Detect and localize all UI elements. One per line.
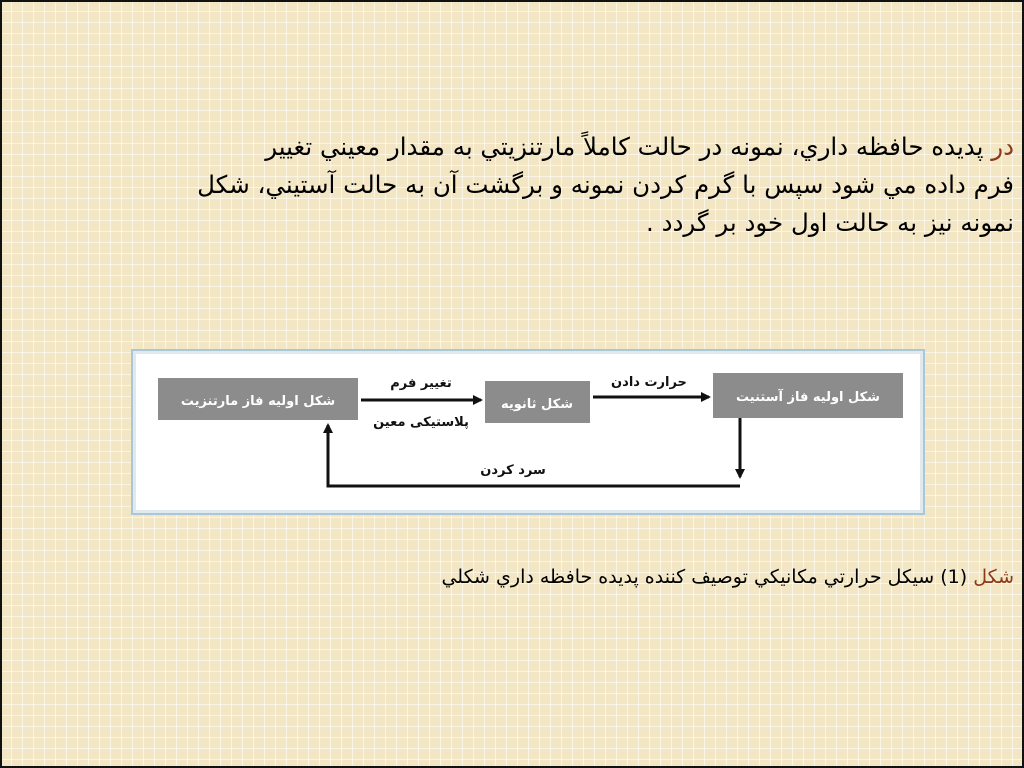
label-heating: حرارت دادن xyxy=(611,375,687,390)
node-austenite-label: شکل اولیه فاز آستنیت xyxy=(736,390,880,405)
paragraph-line-1 xyxy=(14,128,1014,166)
paragraph-line-1-rest: پديده حافظه داري، نمونه در حالت كاملاً مارتنزيتي به مقدار معيني تغيير xyxy=(265,132,992,161)
figure-caption xyxy=(441,566,1014,588)
paragraph-line-2: فرم داده مي شود سپس با گرم كردن نمونه و برگشت آن به حالت آستيني، شكل xyxy=(197,170,1014,199)
cycle-diagram-figure xyxy=(131,349,925,515)
caption-number: (1) xyxy=(934,566,974,588)
node-martensite-label: شکل اولیه فاز مارتنزیت xyxy=(180,394,336,409)
paragraph-line-3: نمونه نيز به حالت اول خود بر گردد . xyxy=(646,208,1014,237)
label-deform-line2: پلاستیکی معین xyxy=(373,415,469,430)
label-deform-line1: تغییر فرم xyxy=(390,376,452,391)
paragraph-first-word: در xyxy=(991,132,1014,161)
caption-label: شكل xyxy=(973,566,1014,588)
caption-text: سيكل حرارتي مكانيكي توصيف كننده پديده حافظه داري شكلي xyxy=(441,566,935,588)
intro-paragraph xyxy=(14,128,1014,242)
label-cooling: سرد کردن xyxy=(480,463,546,478)
cycle-diagram xyxy=(133,351,923,513)
node-secondary-label: شکل ثانویه xyxy=(500,397,574,412)
